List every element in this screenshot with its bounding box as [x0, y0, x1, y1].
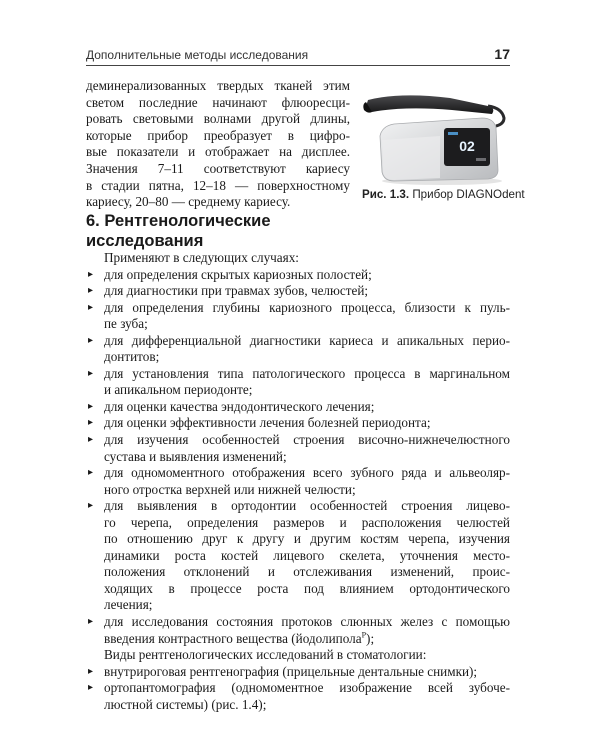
- list-item-line: для дифференциальной диагностики кариеса и апикальных перио-: [104, 332, 510, 348]
- display-readout: 02: [459, 138, 475, 154]
- list-item-line: для определения глубины кариозного процесса, близости к пуль-: [104, 299, 510, 315]
- list-item-line: динамики роста костей лицевого скелета, уточнения место-: [104, 547, 510, 563]
- list-item-line: для определения скрытых кариозных полостей;: [104, 266, 372, 282]
- list-item-line: ортопантомография (одномоментное изображение всей зубоче-: [104, 680, 510, 696]
- intro-paragraph: [86, 78, 350, 211]
- list-item-line: для одномоментного отображения всего зубного ряда и альвеоляр-: [104, 465, 510, 481]
- list-item-line: для диагностики при травмах зубов, челюстей;: [104, 283, 369, 299]
- list-item-line: по отношению друг к другу и другим костям черепа, изучения: [104, 531, 510, 547]
- bullet-icon: ▸: [88, 367, 94, 379]
- list-item: [86, 399, 510, 416]
- list-item: [86, 283, 510, 300]
- list-item-line: для исследования состояния протоков слюнных желез с помощью: [104, 614, 510, 630]
- list-item: [86, 415, 510, 432]
- running-header: [86, 46, 510, 66]
- intro-line: Значения 7–11 соответствуют кариесу: [86, 160, 350, 176]
- running-title: Дополнительные методы исследования: [86, 48, 309, 62]
- list-item-line: положения отклонений и отслеживания изменений, проис-: [104, 564, 510, 580]
- intro-line: кариесу, 20–80 — среднему кариесу.: [86, 194, 291, 210]
- screen-bar: [476, 158, 486, 161]
- bullet-icon: ▸: [88, 285, 94, 297]
- list-item: [86, 432, 510, 465]
- list-item-line: сустава и выявления изменений;: [104, 448, 287, 464]
- list-item: [86, 267, 510, 284]
- caption-label: Рис. 1.3.: [362, 188, 410, 201]
- intro-line: вые показатели и отображает на дисплее.: [86, 144, 350, 160]
- intro-line: светом последние начинают флюоресци-: [86, 94, 350, 110]
- heading-line: исследования: [86, 231, 204, 250]
- caption-text: Прибор DIAGNOdent: [409, 188, 525, 201]
- list-item-line: для оценки эффективности лечения болезней периодонта;: [104, 415, 431, 431]
- list-item-line: и апикальном периодонте;: [104, 382, 253, 398]
- bullet-icon: ▸: [88, 400, 94, 412]
- list-item-line: введения контрастного вещества (йодолипола$^Р$);: [104, 630, 375, 646]
- list-item: [86, 333, 510, 366]
- bullet-icon: ▸: [88, 665, 94, 677]
- list-item: [86, 498, 510, 614]
- types-intro: Виды рентгенологических исследований в стоматологии:: [104, 647, 427, 663]
- intro-line: ровать световыми волнами другой длины,: [86, 111, 350, 127]
- applications-intro: Применяют в следующих случаях:: [104, 250, 299, 265]
- header-rule: [86, 65, 510, 66]
- page-number: 17: [494, 46, 510, 62]
- list-item: [86, 664, 510, 681]
- list-item: [86, 465, 510, 498]
- handpiece: [367, 95, 494, 114]
- bullet-icon: ▸: [88, 434, 94, 446]
- bullet-icon: ▸: [88, 616, 94, 628]
- bullet-icon: ▸: [88, 500, 94, 512]
- list-item: [86, 680, 510, 713]
- list-item: [86, 300, 510, 333]
- bullet-icon: ▸: [88, 682, 94, 694]
- list-item-line: ходящих в процессе роста под влиянием ортодонтического: [104, 580, 510, 596]
- types-list: [86, 664, 510, 714]
- diagnodent-figure: [360, 78, 510, 228]
- screen-indicator: [448, 132, 458, 135]
- figure-caption: [362, 188, 525, 201]
- diagnodent-device-image: [360, 78, 510, 188]
- list-item-line: внутрироговая рентгенография (прицельные дентальные снимки);: [104, 663, 478, 679]
- list-item: [86, 614, 510, 647]
- list-item-line: для оценки качества эндодонтического лечения;: [104, 398, 375, 414]
- registered-mark: Р: [361, 630, 367, 640]
- applications-list: [86, 267, 510, 648]
- section-heading: [86, 212, 271, 251]
- list-item-line: для изучения особенностей строения височно-нижнечелюстного: [104, 432, 510, 448]
- list-item-line: лечения;: [104, 597, 153, 613]
- bullet-icon: ▸: [88, 417, 94, 429]
- bullet-icon: ▸: [88, 268, 94, 280]
- bullet-icon: ▸: [88, 467, 94, 479]
- intro-line: деминерализованных твердых тканей этим: [86, 78, 350, 93]
- list-item-line: люстной системы) (рис. 1.4);: [104, 696, 267, 712]
- section-body: [86, 250, 510, 713]
- list-item-line: для установления типа патологического процесса в маргинальном: [104, 365, 510, 381]
- list-item-line: донтитов;: [104, 349, 160, 365]
- list-item: [86, 366, 510, 399]
- list-item-line: го черепа, определения размеров и расположения челюстей: [104, 514, 510, 530]
- intro-line: в стадии пятна, 12–18 — поверхностному: [86, 177, 350, 193]
- list-item-line: ного отростка верхней или нижней челюсти;: [104, 481, 356, 497]
- bullet-icon: ▸: [88, 334, 94, 346]
- intro-line: которые прибор преобразует в цифро-: [86, 127, 350, 143]
- bullet-icon: ▸: [88, 301, 94, 313]
- list-item-line: пе зуба;: [104, 316, 148, 332]
- list-item-line: для выявления в ортодонтии особенностей строения лицево-: [104, 498, 510, 514]
- device-front-face: [382, 136, 440, 180]
- heading-line: 6. Рентгенологические: [86, 212, 271, 230]
